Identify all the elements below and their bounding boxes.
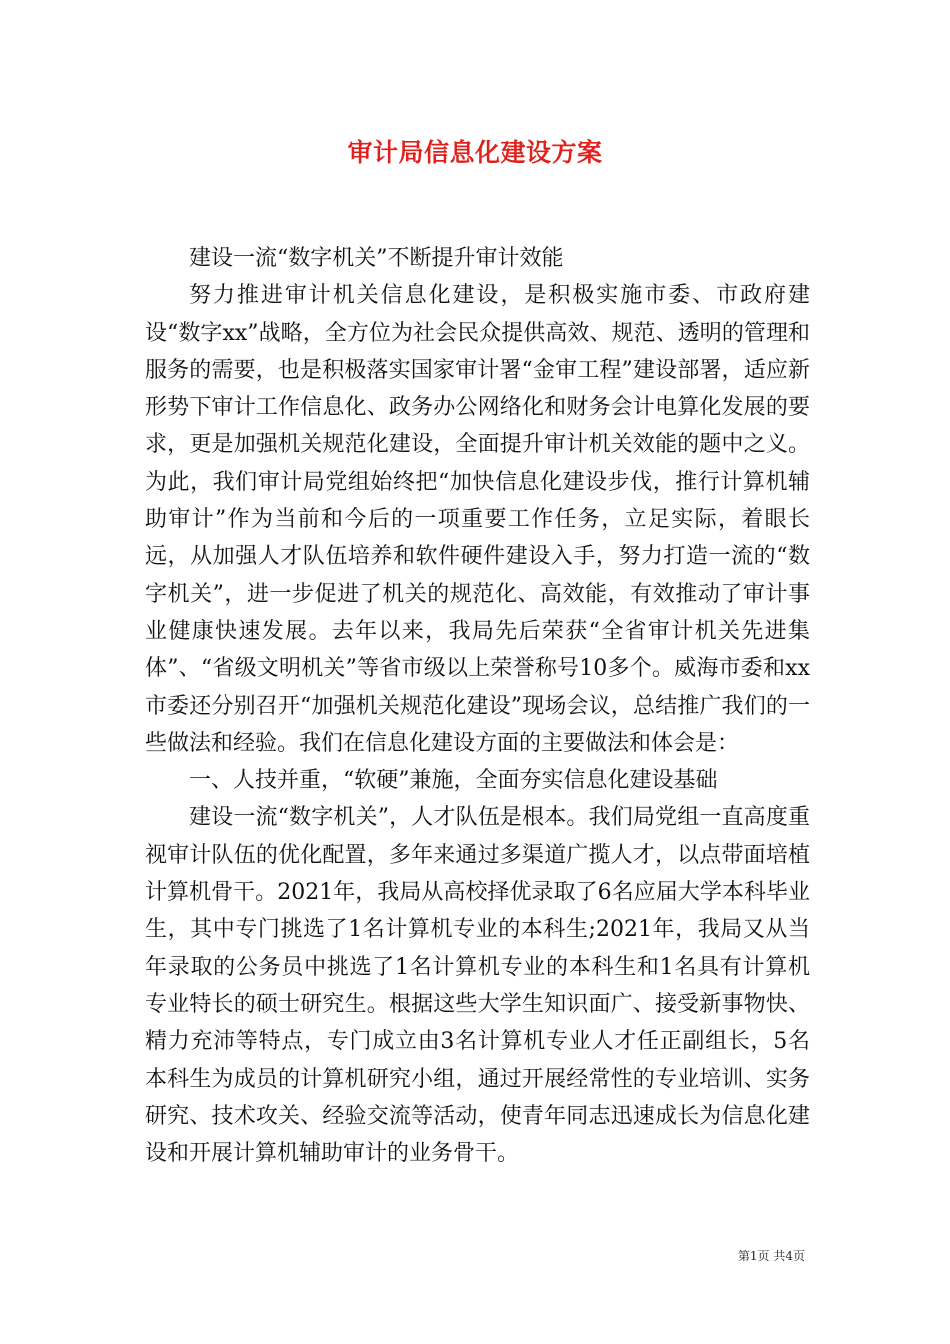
document-title: 审计局信息化建设方案 <box>347 138 603 167</box>
body-paragraph: 建设一流“数字机关”，人才队伍是根本。我们局党组一直高度重视审计队伍的优化配置，多年来通过多渠道广揽人才，以点带面培植计算机骨干。2021年，我局从高校择优录取了6名应届大学本科毕业生，其中专门挑选了1名计算机专业的本科生;2021年，我局又从当年录取的公务员中挑选了1名计算机专业的本科生和1名具有计算机专业特长的硕士研究生。根据这些大学生知识面广、接受新事物快、精力充沛等特点，专门成立由3名计算机专业人才任正副组长，5名本科生为成员的计算机研究小组，通过开展经常性的专业培训、实务研究、技术攻关、经验交流等活动，使青年同志迅速成长为信息化建设和开展计算机辅助审计的业务骨干。 <box>145 805 810 1167</box>
body-paragraph: 努力推进审计机关信息化建设，是积极实施市委、市政府建设“数字xx”战略，全方位为社会民众提供高效、规范、透明的管理和服务的需要，也是积极落实国家审计署“金审工程”建设部署，适应新形势下审计工作信息化、政务办公网络化和财务会计电算化发展的要求，更是加强机关规范化建设，全面提升审计机关效能的题中之义。为此，我们审计局党组始终把“加快信息化建设步伐，推行计算机辅助审计”作为当前和今后的一项重要工作任务，立足实际，着眼长远，从加强人才队伍培养和软件硬件建设入手，努力打造一流的“数字机关”，进一步促进了机关的规范化、高效能，有效推动了审计事业健康快速发展。去年以来，我局先后荣获“全省审计机关先进集体”、“省级文明机关”等省市级以上荣誉称号10多个。威海市委和xx市委还分别召开“加强机关规范化建设”现场会议，总结推广我们的一些做法和经验。我们在信息化建设方面的主要做法和体会是： <box>145 283 810 756</box>
document-body <box>145 240 810 1172</box>
section-heading: 一、人技并重，“软硬”兼施，全面夯实信息化建设基础 <box>189 768 718 794</box>
page-number: 第1页 共4页 <box>737 1249 805 1263</box>
subtitle-paragraph: 建设一流“数字机关”不断提升审计效能 <box>189 246 564 271</box>
